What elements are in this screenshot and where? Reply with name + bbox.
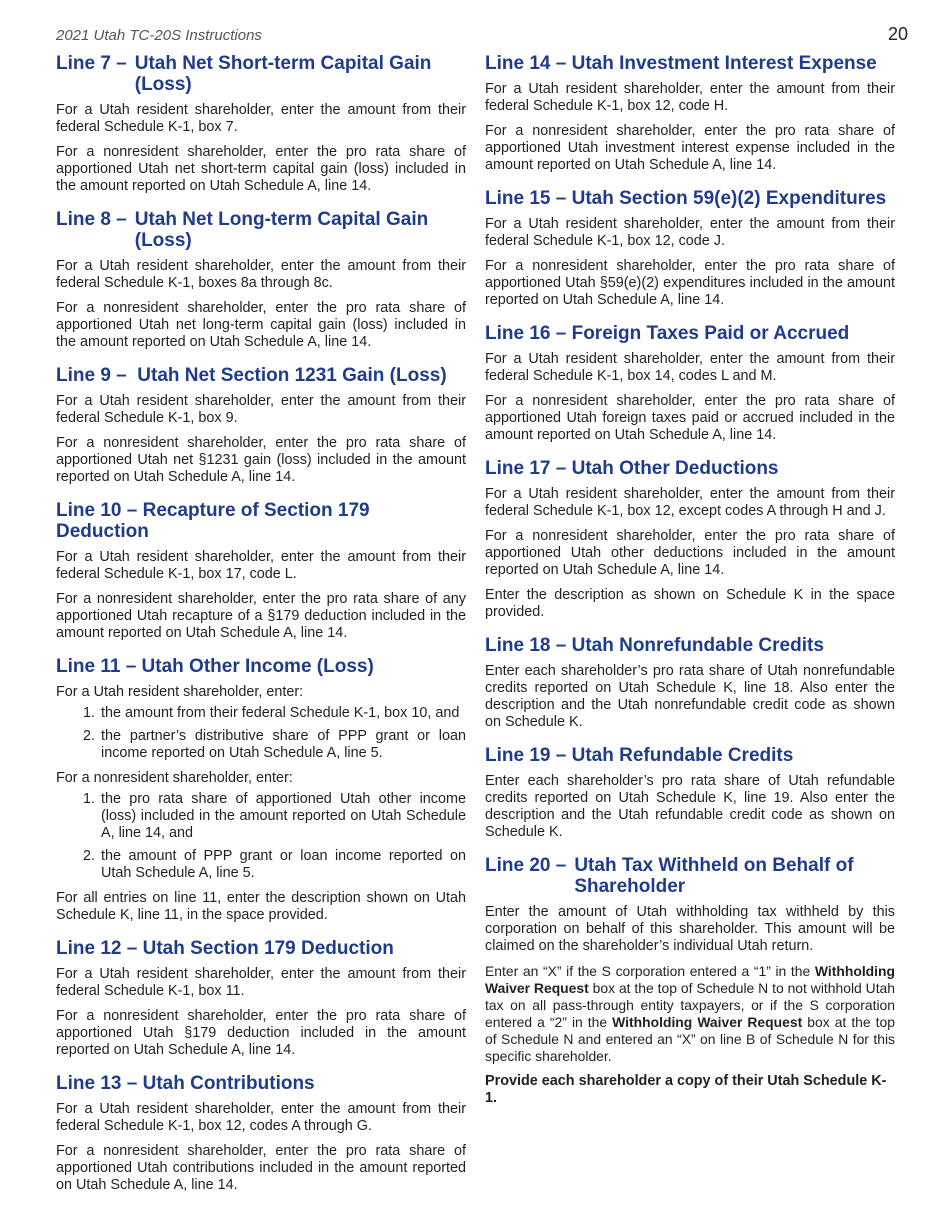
section-heading xyxy=(485,855,895,897)
paragraph: For a Utah resident shareholder, enter the amount from their federal Schedule K-1, box 12, except codes A through H and J. xyxy=(485,486,895,519)
section-heading: Line 12 – Utah Section 179 Deduction xyxy=(56,938,394,959)
paragraph: For a Utah resident shareholder, enter the amount from their federal Schedule K-1, box 17, code L. xyxy=(56,549,466,582)
section-heading: Line 17 – Utah Other Deductions xyxy=(485,458,779,479)
bold-paragraph: Provide each shareholder a copy of their Utah Schedule K-1. xyxy=(485,1073,887,1106)
paragraph: For a nonresident shareholder, enter the pro rata share of apportioned Utah §59(e)(2) expenditures included in the amount reported on Utah Schedule A, line 14. xyxy=(485,258,895,308)
numbered-list xyxy=(56,791,466,882)
paragraph: Enter each shareholder’s pro rata share of Utah refundable credits reported on Utah Schedule K, line 19. Also enter the description and the Utah refundable credit code as shown on Schedule K. xyxy=(485,773,895,840)
section-line-7 xyxy=(56,53,466,195)
paragraph: Enter the description as shown on Schedule K in the space provided. xyxy=(485,587,895,620)
section-heading: Line 10 – Recapture of Section 179 Deduction xyxy=(56,500,370,542)
section-heading xyxy=(56,53,466,95)
text-run: box at the top of Schedule N and entered an “X” on line B of Schedule N for this specific shareholder. xyxy=(485,1014,895,1064)
paragraph: Enter the amount of Utah withholding tax withheld by this corporation on behalf of this shareholder. This amount will be claimed on the shareholder’s individual Utah return. xyxy=(485,904,895,954)
paragraph: For a Utah resident shareholder, enter the amount from their federal Schedule K-1, box 7. xyxy=(56,102,466,135)
text-run: Enter an “X” if the S corporation entered a “1” in the xyxy=(485,963,815,979)
paragraph: For a nonresident shareholder, enter the pro rata share of apportioned Utah foreign taxes paid or accrued included in the amount reported on Utah Schedule A, line 14. xyxy=(485,393,895,443)
section-line-8 xyxy=(56,209,466,351)
section-line-12 xyxy=(56,938,466,1059)
list-item: 1. the pro rata share of apportioned Utah other income (loss) included in the amount reported on Utah Schedule A, line 14, and xyxy=(99,791,466,842)
paragraph: For a nonresident shareholder, enter the pro rata share of apportioned Utah contributions included in the amount reported on Utah Schedule A, line 14. xyxy=(56,1143,466,1193)
paragraph: Enter each shareholder’s pro rata share of Utah nonrefundable credits reported on Utah Schedule K, line 18. Also enter the description and the Utah nonrefundable credit code as shown on Schedule K. xyxy=(485,663,895,730)
list-item: 2. the partner’s distributive share of PPP grant or loan income reported on Utah Schedule A, line 5. xyxy=(99,728,466,762)
section-line-10 xyxy=(56,500,466,642)
section-line-13 xyxy=(56,1073,466,1194)
section-line-18 xyxy=(485,635,895,731)
section-heading: Line 11 – Utah Other Income (Loss) xyxy=(56,656,374,677)
section-heading: Line 14 – Utah Investment Interest Expense xyxy=(485,53,877,74)
bold-term: Withholding Waiver Request xyxy=(485,963,895,996)
line-title: Utah Net Short-term Capital Gain (Loss) xyxy=(134,53,432,95)
paragraph: For a Utah resident shareholder, enter the amount from their federal Schedule K-1, boxes 8a through 8c. xyxy=(56,258,466,291)
section-line-14 xyxy=(485,53,895,174)
section-heading: Line 18 – Utah Nonrefundable Credits xyxy=(485,635,824,656)
paragraph: For a nonresident shareholder, enter the pro rata share of apportioned Utah net short-term capital gain (loss) included in the amount reported on Utah Schedule A, line 14. xyxy=(56,144,466,194)
paragraph: For all entries on line 11, enter the description shown on Utah Schedule K, line 11, in the space provided. xyxy=(56,890,466,923)
line-label: Line 20 – xyxy=(485,855,567,876)
paragraph: For a Utah resident shareholder, enter the amount from their federal Schedule K-1, box 12, code J. xyxy=(485,216,895,249)
section-heading xyxy=(56,209,466,251)
section-heading: Line 15 – Utah Section 59(e)(2) Expenditures xyxy=(485,188,887,209)
paragraph: For a nonresident shareholder, enter the pro rata share of apportioned Utah §179 deduction included in the amount reported on Utah Schedule A, line 14. xyxy=(56,1008,466,1058)
paragraph: For a nonresident shareholder, enter the pro rata share of any apportioned Utah recapture of a §179 deduction included in the amount reported on Utah Schedule A, line 14. xyxy=(56,591,466,641)
paragraph: For a Utah resident shareholder, enter: xyxy=(56,684,304,700)
paragraph: For a nonresident shareholder, enter the pro rata share of apportioned Utah investment interest expense included in the amount reported on Utah Schedule A, line 14. xyxy=(485,123,895,173)
right-column xyxy=(485,53,895,1121)
page-number: 20 xyxy=(888,24,909,44)
section-heading: Line 9 – Utah Net Section 1231 Gain (Loss) xyxy=(56,365,447,386)
paragraph: For a nonresident shareholder, enter the pro rata share of apportioned Utah net §1231 gain (loss) included in the amount reported on Utah Schedule A, line 14. xyxy=(56,435,466,485)
section-heading: Line 13 – Utah Contributions xyxy=(56,1073,315,1094)
bold-term: Withholding Waiver Request xyxy=(612,1014,803,1030)
text-run: box at the top of Schedule N to not withhold Utah tax on all pass-through entity taxpayers, or if the S corporation entered a “2” in the xyxy=(485,980,895,1030)
paragraph: For a Utah resident shareholder, enter the amount from their federal Schedule K-1, box 9. xyxy=(56,393,466,426)
section-line-9 xyxy=(56,365,466,486)
section-line-15 xyxy=(485,188,895,309)
list-item: 2. the amount of PPP grant or loan income reported on Utah Schedule A, line 5. xyxy=(99,848,466,882)
line-label: Line 8 – xyxy=(56,209,127,230)
line-title: Utah Net Long-term Capital Gain (Loss) xyxy=(134,209,429,251)
list-item: 1. the amount from their federal Schedule K-1, box 10, and xyxy=(99,705,466,722)
paragraph: For a Utah resident shareholder, enter the amount from their federal Schedule K-1, box 12, code H. xyxy=(485,81,895,114)
paragraph: For a nonresident shareholder, enter the pro rata share of apportioned Utah other deductions included in the amount reported on Utah Schedule A, line 14. xyxy=(485,528,895,578)
numbered-list xyxy=(56,705,466,762)
line-label: Line 7 – xyxy=(56,53,127,74)
section-line-16 xyxy=(485,323,895,444)
paragraph: For a Utah resident shareholder, enter the amount from their federal Schedule K-1, box 12, codes A through G. xyxy=(56,1101,466,1134)
paragraph xyxy=(485,963,895,1065)
document-header-title: 2021 Utah TC-20S Instructions xyxy=(56,27,262,44)
section-line-20 xyxy=(485,855,895,1107)
section-heading: Line 19 – Utah Refundable Credits xyxy=(485,745,794,766)
paragraph: For a nonresident shareholder, enter: xyxy=(56,770,293,786)
section-line-11 xyxy=(56,656,466,924)
section-line-17 xyxy=(485,458,895,621)
line-title: Utah Tax Withheld on Behalf of Shareholder xyxy=(574,855,854,897)
paragraph: For a Utah resident shareholder, enter the amount from their federal Schedule K-1, box 11. xyxy=(56,966,466,999)
section-line-19 xyxy=(485,745,895,841)
section-heading: Line 16 – Foreign Taxes Paid or Accrued xyxy=(485,323,850,344)
left-column xyxy=(56,53,466,1208)
paragraph: For a nonresident shareholder, enter the pro rata share of apportioned Utah net long-term capital gain (loss) included in the amount reported on Utah Schedule A, line 14. xyxy=(56,300,466,350)
paragraph: For a Utah resident shareholder, enter the amount from their federal Schedule K-1, box 14, codes L and M. xyxy=(485,351,895,384)
